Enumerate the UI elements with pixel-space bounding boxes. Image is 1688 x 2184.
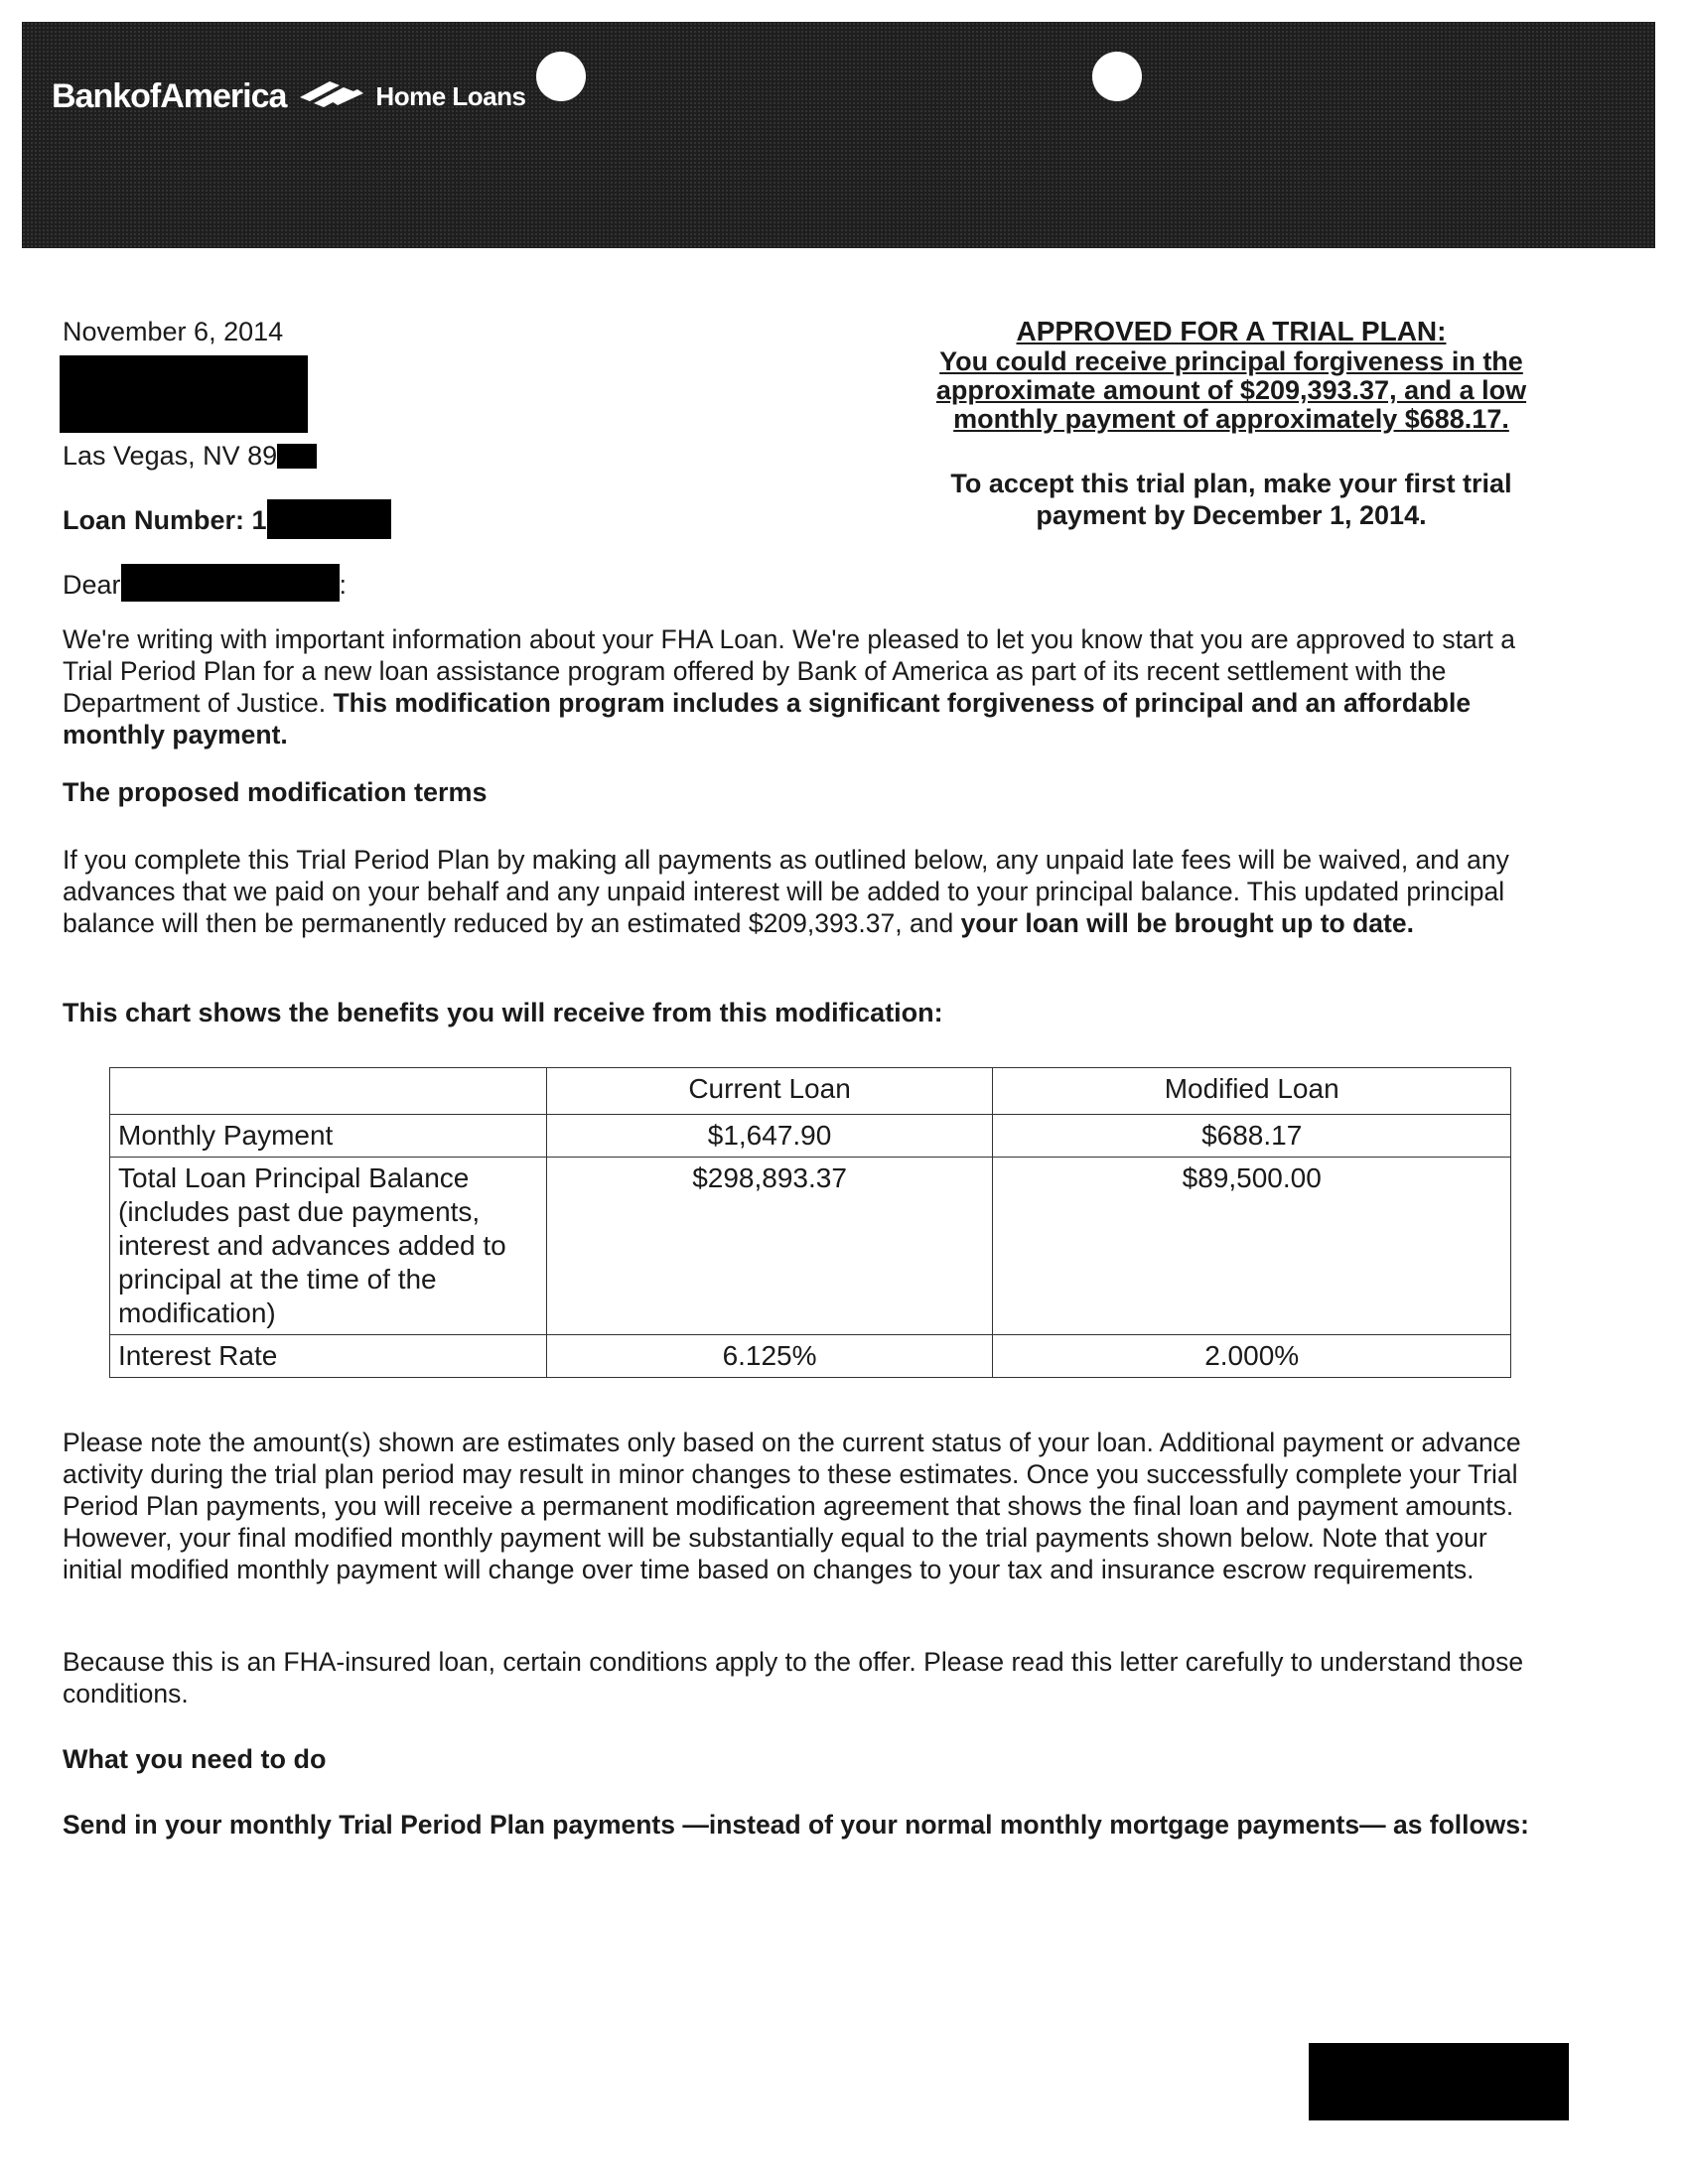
table-header: Current Loan	[546, 1068, 993, 1115]
brand-name: BankofAmerica	[52, 77, 287, 115]
table-cell: 2.000%	[993, 1335, 1511, 1378]
table-cell: 6.125%	[546, 1335, 993, 1378]
table-cell: $89,500.00	[993, 1158, 1511, 1335]
approval-box	[894, 316, 1569, 531]
table-row	[110, 1335, 1511, 1378]
table-cell: $1,647.90	[546, 1115, 993, 1158]
table-row	[110, 1158, 1511, 1335]
division-name: Home Loans	[375, 81, 526, 111]
hole-punch	[536, 52, 586, 101]
redaction-name-address	[60, 355, 308, 433]
table-row	[110, 1115, 1511, 1158]
table-header-row	[110, 1068, 1511, 1115]
estimate-note: Please note the amount(s) shown are estimates only based on the current status of your loan. Additional payment or advance activity during the trial plan period may result in minor changes to these estimates. Once you successfully complete your Trial Period Plan payments, you will receive a permanent modification agreement that shows the final loan and payment amounts. However, your final modified monthly payment will be substantially equal to the trial payments shown below. Note that your initial modified monthly payment will change over time based on changes to your tax and insurance escrow requirements.	[63, 1428, 1521, 1584]
letter-date: November 6, 2014	[63, 317, 284, 346]
redaction-recipient	[121, 564, 340, 602]
loan-number: Loan Number: 1	[63, 499, 391, 539]
approval-line: monthly payment of approximately $688.17.	[953, 404, 1509, 434]
table-header: Modified Loan	[993, 1068, 1511, 1115]
table-cell: $688.17	[993, 1115, 1511, 1158]
approval-line: approximate amount of $209,393.37, and a low	[935, 375, 1527, 405]
chart-intro: This chart shows the benefits you will receive from this modification:	[63, 998, 943, 1027]
table-cell: Total Loan Principal Balance (includes past due payments, interest and advances added to principal at the time of the modification)	[110, 1158, 547, 1335]
approval-line: You could receive principal forgiveness in the	[939, 346, 1523, 376]
table-cell: Monthly Payment	[110, 1115, 547, 1158]
hole-punch	[1092, 52, 1142, 101]
todo-heading: What you need to do	[63, 1744, 327, 1774]
city-line: Las Vegas, NV 89	[63, 440, 317, 472]
redaction-footer	[1309, 2043, 1569, 2120]
benefits-table	[109, 1067, 1511, 1378]
terms-heading: The proposed modification terms	[63, 777, 488, 807]
terms-paragraph: If you complete this Trial Period Plan by making all payments as outlined below, any unpaid late fees will be waived, and any advances that we paid on your behalf and any unpaid interest will be added to your principal balance. This updated principal balance will then be permanently reduced by an estimated $209,393.37, and your loan will be brought up to date.	[63, 845, 1509, 938]
redaction-loan-number	[267, 499, 391, 539]
redaction-zip	[277, 444, 317, 469]
flag-logo-icon	[296, 77, 365, 116]
salutation: Dear :	[63, 564, 347, 602]
todo-paragraph: Send in your monthly Trial Period Plan payments —instead of your normal monthly mortgage payments— as follows:	[63, 1810, 1529, 1840]
letterhead-banner	[22, 22, 1655, 248]
intro-paragraph: We're writing with important information about your FHA Loan. We're pleased to let you know that you are approved to start a Trial Period Plan for a new loan assistance program offered by Bank of America as part of its recent settlement with the Department of Justice. This modification program includes a significant forgiveness of principal and an affordable monthly payment.	[63, 624, 1515, 750]
table-header	[110, 1068, 547, 1115]
fha-paragraph: Because this is an FHA-insured loan, certain conditions apply to the offer. Please read this letter carefully to understand those conditions.	[63, 1647, 1524, 1708]
bank-logo	[52, 77, 525, 116]
table-cell: $298,893.37	[546, 1158, 993, 1335]
approval-heading: APPROVED FOR A TRIAL PLAN:	[1016, 316, 1447, 346]
table-cell: Interest Rate	[110, 1335, 547, 1378]
accept-instruction: To accept this trial plan, make your first trial payment by December 1, 2014.	[950, 469, 1512, 530]
